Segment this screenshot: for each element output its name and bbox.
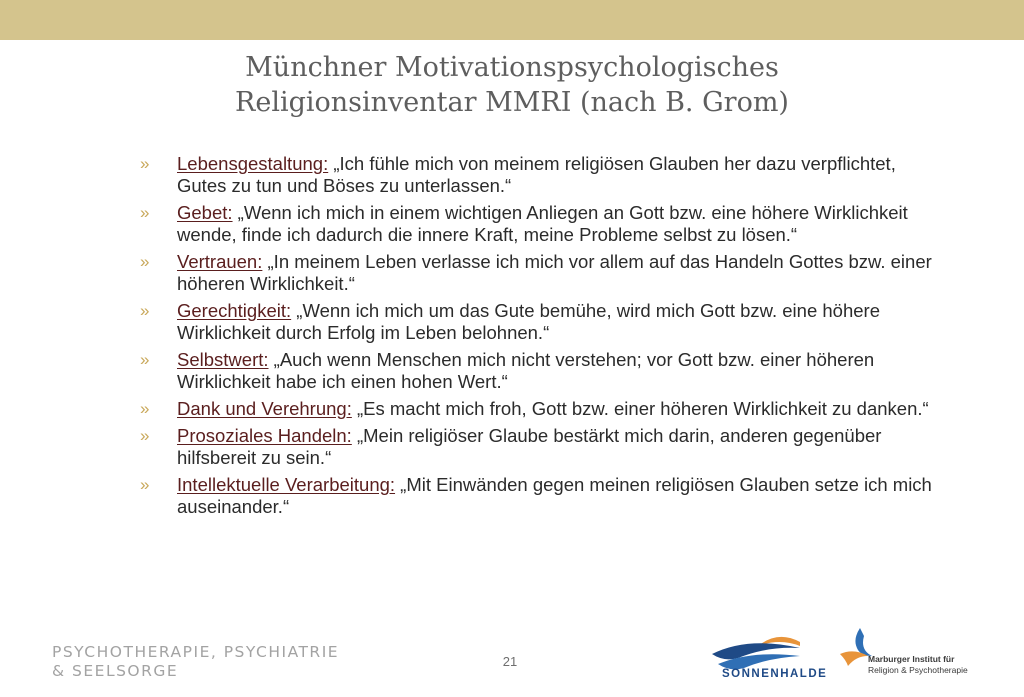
bullet-icon: » [140,154,150,173]
footer-line-1: PSYCHOTHERAPIE, PSYCHIATRIE [52,643,340,661]
bullet-icon: » [140,252,150,271]
bullet-icon: » [140,203,150,222]
scale-quote: „Mit Einwänden gegen meinen religiösen Glauben setze ich mich auseinander.“ [177,474,932,517]
bullet-icon: » [140,426,150,445]
scale-list [140,153,940,523]
scale-term: Prosoziales Handeln: [177,425,352,446]
scale-quote: „Auch wenn Menschen mich nicht verstehen; vor Gott bzw. einer höheren Wirklichkeit habe ich einen hohen Wert.“ [177,349,875,392]
list-item [140,349,940,393]
list-item [140,251,940,295]
bullet-icon: » [140,475,150,494]
top-color-band [0,0,1024,40]
footer-organization-label [52,643,339,681]
list-item [140,425,940,469]
slide-title-line-2: Religionsinventar MMRI (nach B. Grom) [235,87,789,118]
scale-quote: „Wenn ich mich um das Gute bemühe, wird mich Gott bzw. eine höhere Wirklichkeit durch Erfolg im Leben belohnen.“ [177,300,880,343]
scale-term: Intellektuelle Verarbeitung: [177,474,396,495]
scale-term: Vertrauen: [177,251,263,272]
page-number: 21 [502,654,518,669]
list-item [140,398,940,420]
scale-quote: „In meinem Leben verlasse ich mich vor allem auf das Handeln Gottes bzw. einer höheren Wirklichkeit.“ [177,251,932,294]
list-item [140,474,940,518]
list-item [140,300,940,344]
scale-quote: „Es macht mich froh, Gott bzw. einer höheren Wirklichkeit zu danken.“ [351,398,929,419]
scale-quote: „Ich fühle mich von meinem religiösen Glauben her dazu verpflichtet, Gutes zu tun und Böses zu unterlassen.“ [177,153,896,196]
bullet-icon: » [140,301,150,320]
marburg-logo-line-2: Religion & Psychotherapie [868,665,968,675]
scale-term: Gerechtigkeit: [177,300,292,321]
list-item [140,153,940,197]
sonnenhalde-logo-text: SONNENHALDE [722,668,828,680]
scale-term: Dank und Verehrung: [177,398,352,419]
scale-term: Gebet: [177,202,233,223]
scale-quote: „Wenn ich mich in einem wichtigen Anliegen an Gott bzw. eine höhere Wirklichkeit wende, finde ich dadurch die innere Kraft, meine Probleme selbst zu lösen.“ [177,202,908,245]
bullet-icon: » [140,350,150,369]
bullet-icon: » [140,399,150,418]
slide-title-line-1: Münchner Motivationspsychologisches [245,52,779,83]
scale-term: Lebensgestaltung: [177,153,329,174]
slide-title [0,50,1024,120]
list-item [140,202,940,246]
scale-term: Selbstwert: [177,349,269,370]
marburg-logo-line-1: Marburger Institut für [868,654,955,664]
blue-swoosh-shape [855,628,872,656]
scale-quote: „Mein religiöser Glaube bestärkt mich darin, anderen gegenüber hilfsbereit zu sein.“ [177,425,882,468]
marburg-institute-logo-text [868,654,968,676]
footer-line-2: & SEELSORGE [52,662,179,680]
